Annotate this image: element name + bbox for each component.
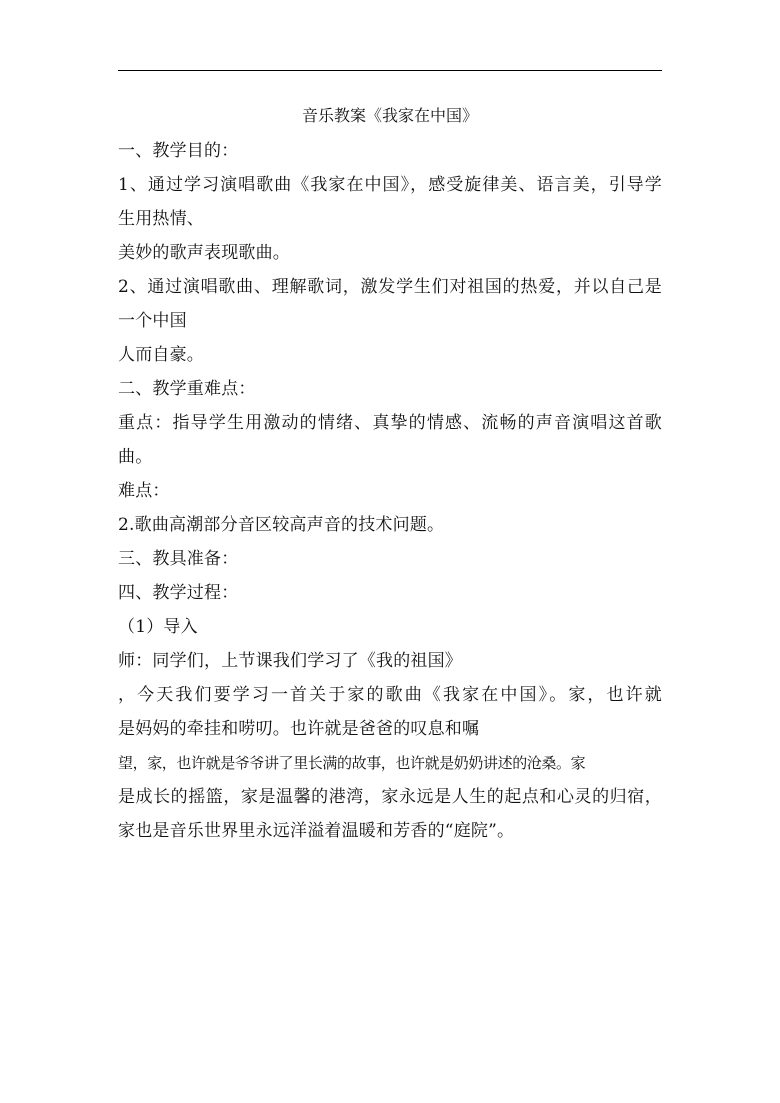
paragraph-line: ，今天我们要学习一首关于家的歌曲《我家在中国》。家，也许就	[118, 685, 662, 705]
paragraph-line: 重点：指导学生用激动的情绪、真挚的情感、流畅的声音演唱这首歌	[118, 413, 662, 433]
section-heading-process: 四、教学过程：	[118, 583, 239, 603]
paragraph-line: 家也是音乐世界里永远洋溢着温暖和芳香的“庭院”。	[118, 821, 515, 841]
paragraph-line: 美妙的歌声表现歌曲。	[118, 243, 290, 263]
paragraph-line: 师：同学们，上节课我们学习了《我的祖国》	[118, 651, 462, 671]
paragraph-line: 1、通过学习演唱歌曲《我家在中国》，感受旋律美、语言美，引导学	[118, 175, 662, 195]
subsection-heading-intro: （1）导入	[118, 617, 198, 637]
section-heading-materials: 三、教具准备：	[118, 549, 239, 569]
paragraph-line: 2、通过演唱歌曲、理解歌词，激发学生们对祖国的热爱，并以自己是	[118, 277, 662, 297]
paragraph-line: 一个中国	[118, 311, 187, 331]
paragraph-line: 曲。	[118, 447, 153, 467]
section-heading-objectives: 一、教学目的：	[118, 141, 239, 161]
paragraph-line: 是成长的摇篮，家是温馨的港湾，家永远是人生的起点和心灵的归宿，	[118, 787, 662, 807]
paragraph-line: 2.歌曲高潮部分音区较高声音的技术问题。	[118, 515, 445, 535]
paragraph-line: 望，家，也许就是爷爷讲了里长满的故事，也许就是奶奶讲述的沧桑。家	[118, 754, 586, 772]
paragraph-line: 难点：	[118, 481, 170, 501]
document-page	[118, 100, 662, 848]
header-rule	[118, 70, 662, 71]
paragraph-line: 生用热情、	[118, 209, 204, 229]
section-heading-key-points: 二、教学重难点：	[118, 379, 256, 399]
document-title: 音乐教案《我家在中国》	[301, 106, 478, 125]
paragraph-line: 人而自豪。	[118, 345, 204, 365]
paragraph-line: 是妈妈的牵挂和唠叨。也许就是爸爸的叹息和嘱	[118, 719, 480, 739]
